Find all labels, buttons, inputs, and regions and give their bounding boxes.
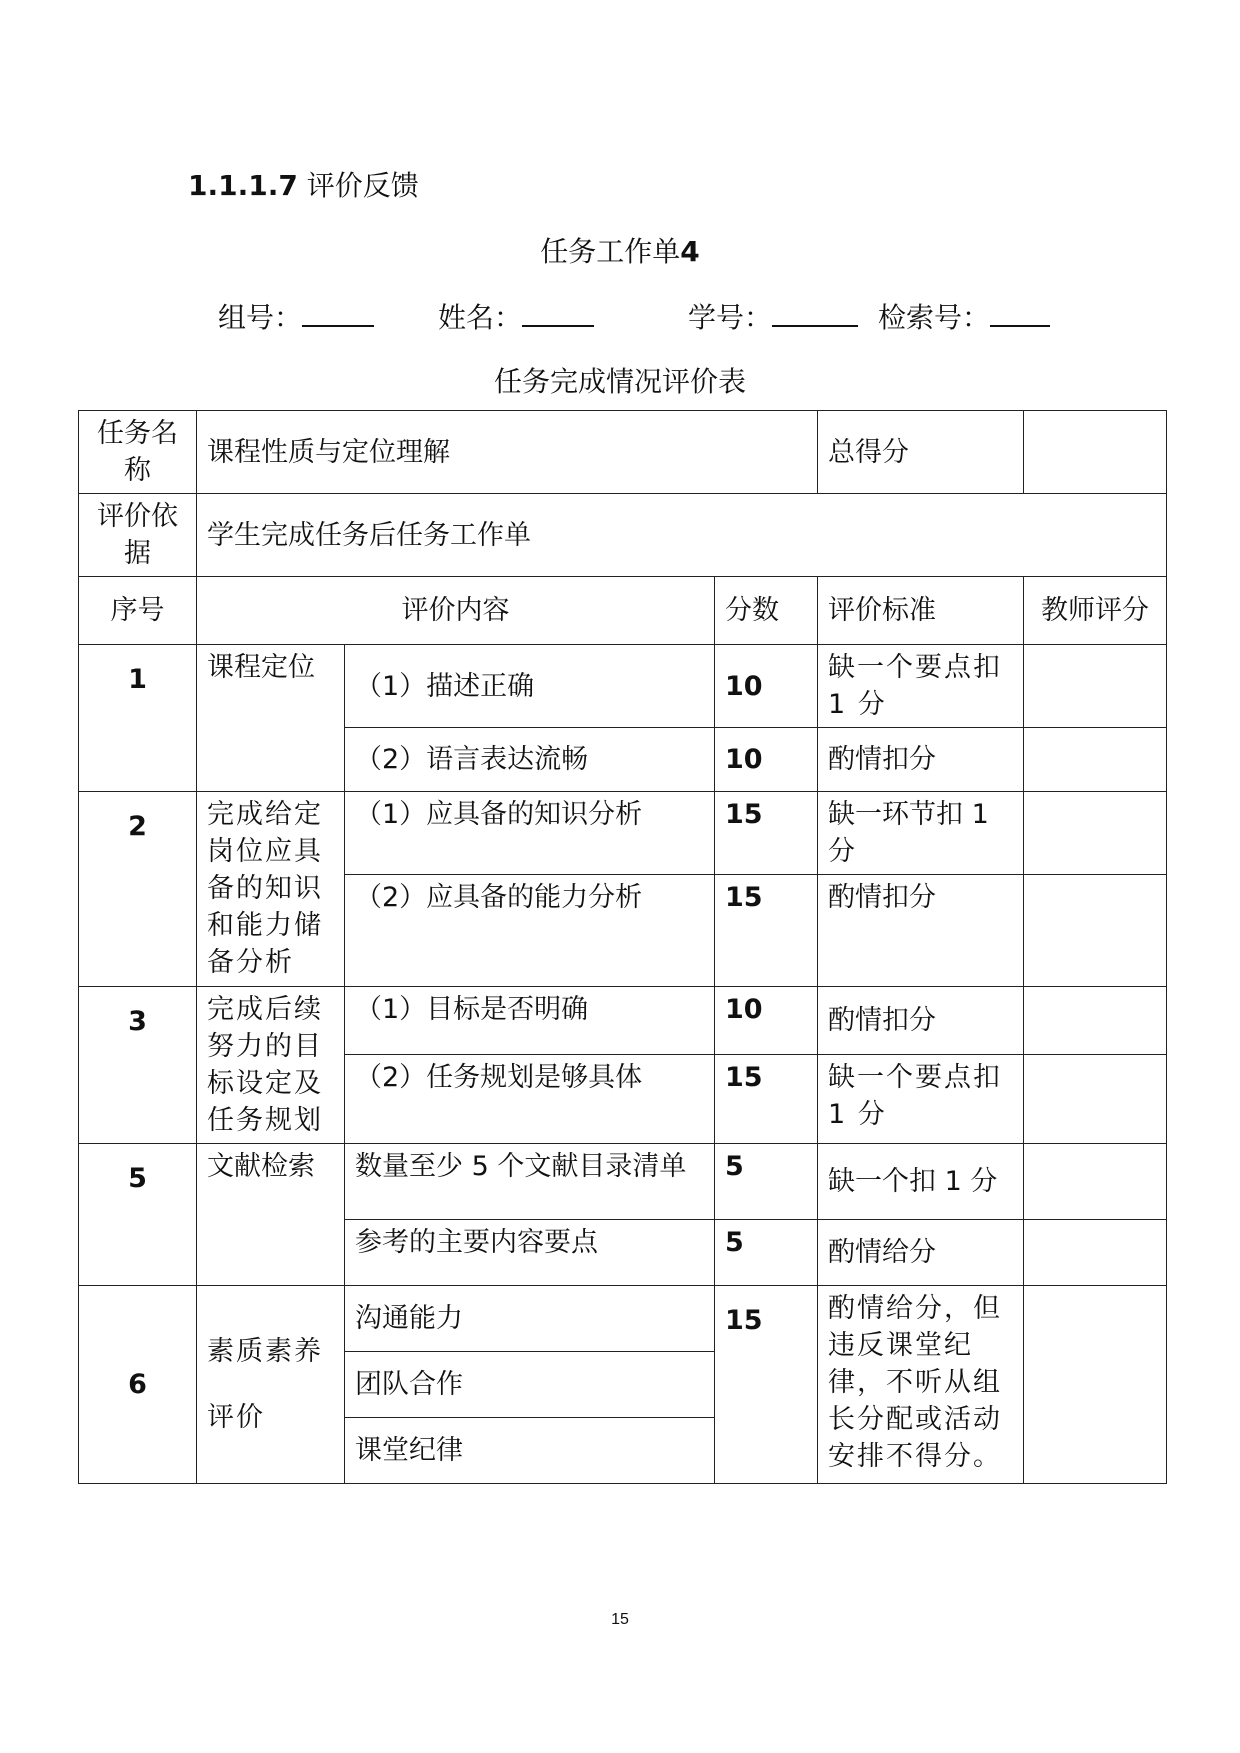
item-content: 课堂纪律 [345,1418,715,1484]
item-content: 团队合作 [345,1352,715,1418]
item-criteria: 酌情扣分 [818,875,1024,987]
item-content: （1）应具备的知识分析 [345,792,715,875]
item-criteria: 缺一环节扣 1 分 [818,792,1024,875]
row-number: 1 [79,645,197,792]
row-number: 6 [79,1286,197,1484]
item-score: 10 [715,728,818,792]
item-criteria: 缺一个要点扣1 分 [818,1055,1024,1144]
item-score: 15 [715,875,818,987]
evaluation-table [78,410,1167,1484]
table-row [79,987,1167,1055]
row-category: 课程定位 [197,645,345,792]
column-header-score: 分数 [715,577,818,645]
teacher-score-cell[interactable] [1024,1144,1167,1220]
column-header-no: 序号 [79,577,197,645]
column-header-row [79,577,1167,645]
item-content: 数量至少 5 个文献目录清单 [345,1144,715,1220]
teacher-score-cell[interactable] [1024,1286,1167,1484]
item-score: 15 [715,1055,818,1144]
student-id-blank[interactable] [772,299,858,327]
item-criteria: 缺一个扣 1 分 [818,1144,1024,1220]
search-number-field [878,296,1050,336]
name-blank[interactable] [522,299,594,327]
column-header-teacher-score: 教师评分 [1024,577,1167,645]
table-row [79,1286,1167,1352]
name-field [438,296,594,336]
item-score: 5 [715,1144,818,1220]
group-label: 组号： [218,301,303,334]
row-category: 完成给定岗位应具备的知识和能力储备分析 [197,792,345,987]
worksheet-title-text: 任务工作单 [540,235,681,268]
item-content: 沟通能力 [345,1286,715,1352]
column-header-content: 评价内容 [197,577,715,645]
teacher-score-cell[interactable] [1024,1220,1167,1286]
item-content: （2）任务规划是够具体 [345,1055,715,1144]
task-name-row [79,411,1167,494]
teacher-score-cell[interactable] [1024,987,1167,1055]
task-name-value: 课程性质与定位理解 [197,411,818,494]
basis-label: 评价依据 [79,494,197,577]
row-number: 2 [79,792,197,987]
section-number: 1.1.1.7 [188,169,298,202]
row-number: 3 [79,987,197,1144]
item-score: 10 [715,987,818,1055]
total-score-value[interactable] [1024,411,1167,494]
group-field [218,296,374,336]
table-row [79,645,1167,728]
item-criteria: 酌情扣分 [818,728,1024,792]
table-row [79,792,1167,875]
task-name-label: 任务名称 [79,411,197,494]
item-criteria: 酌情给分，但违反课堂纪律，不听从组长分配或活动安排不得分。 [818,1286,1024,1484]
teacher-score-cell[interactable] [1024,728,1167,792]
row-category: 文献检索 [197,1144,345,1286]
item-score: 5 [715,1220,818,1286]
student-id-label: 学号： [688,301,773,334]
teacher-score-cell[interactable] [1024,792,1167,875]
item-content: （2）应具备的能力分析 [345,875,715,987]
total-score-label: 总得分 [818,411,1024,494]
row-category: 素质素养评价 [197,1286,345,1484]
basis-row [79,494,1167,577]
section-heading [188,164,419,204]
item-content: （1）描述正确 [345,645,715,728]
search-number-blank[interactable] [990,299,1050,327]
item-criteria: 缺一个要点扣1 分 [818,645,1024,728]
item-score: 10 [715,645,818,728]
teacher-score-cell[interactable] [1024,875,1167,987]
item-criteria: 酌情给分 [818,1220,1024,1286]
name-label: 姓名： [438,301,523,334]
item-score: 15 [715,1286,818,1484]
teacher-score-cell[interactable] [1024,645,1167,728]
table-row [79,1144,1167,1220]
item-content: （2）语言表达流畅 [345,728,715,792]
item-content: （1）目标是否明确 [345,987,715,1055]
column-header-criteria: 评价标准 [818,577,1024,645]
worksheet-title [0,230,1240,270]
search-number-label: 检索号： [878,301,991,334]
item-content: 参考的主要内容要点 [345,1220,715,1286]
item-criteria: 酌情扣分 [818,987,1024,1055]
student-id-field [688,296,858,336]
section-title: 评价反馈 [306,169,419,202]
item-score: 15 [715,792,818,875]
row-category: 完成后续努力的目标设定及任务规划 [197,987,345,1144]
worksheet-number: 4 [680,235,700,268]
row-number: 5 [79,1144,197,1286]
page-number: 15 [611,1611,629,1628]
basis-value: 学生完成任务后任务工作单 [197,494,1167,577]
group-blank[interactable] [302,299,374,327]
teacher-score-cell[interactable] [1024,1055,1167,1144]
table-title: 任务完成情况评价表 [493,365,746,398]
